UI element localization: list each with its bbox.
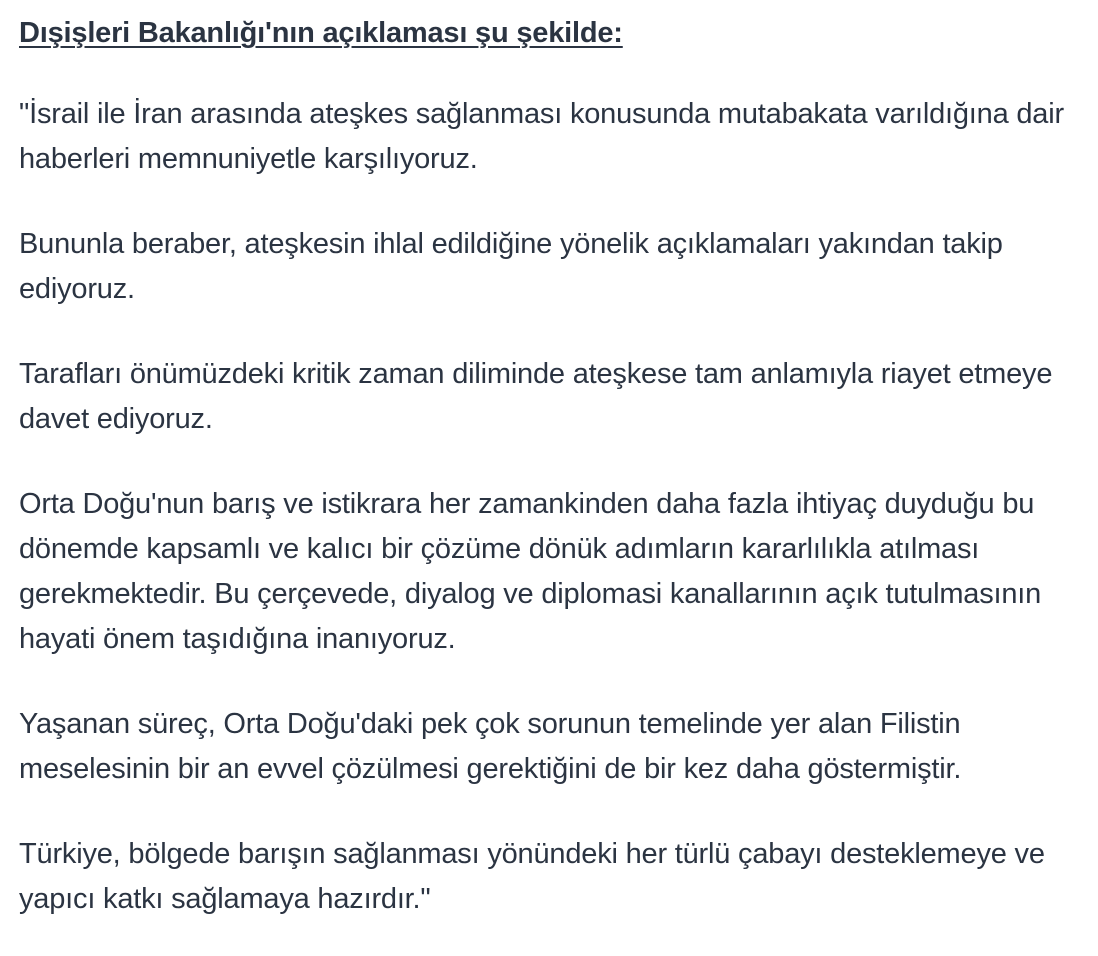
paragraph-invitation-to-comply: Tarafları önümüzdeki kritik zaman diliminde ateşkese tam anlamıyla riayet etmeye davet ediyoruz. (19, 358, 1053, 435)
paragraph-lasting-solution: Orta Doğu'nun barış ve istikrara her zamankinden daha fazla ihtiyaç duyduğu bu dönemde kapsamlı ve kalıcı bir çözüme dönük adımların kararlılıkla atılması gerekmektedir. Bu çerçevede, diyalog ve diplomasi kanallarının açık tutulmasının hayati önem taşıdığına inanıyoruz. (19, 488, 1042, 655)
paragraph-turkiye-support: Türkiye, bölgede barışın sağlanması yönündeki her türlü çabayı desteklemeye ve yapıcı katkı sağlamaya hazırdır." (19, 838, 1045, 915)
paragraph-palestine-issue: Yaşanan süreç, Orta Doğu'daki pek çok sorunun temelinde yer alan Filistin meselesinin bir an evvel çözülmesi gerektiğini de bir kez daha göstermiştir. (19, 708, 962, 785)
paragraph-ceasefire-welcome: "İsrail ile İran arasında ateşkes sağlanması konusunda mutabakata varıldığına dair haberleri memnuniyetle karşılıyoruz. (19, 98, 1064, 175)
paragraph-violation-monitoring: Bununla beraber, ateşkesin ihlal edildiğine yönelik açıklamaları yakından takip ediyoruz. (19, 228, 1003, 305)
article-heading: Dışişleri Bakanlığı'nın açıklaması şu şekilde: (19, 17, 623, 49)
